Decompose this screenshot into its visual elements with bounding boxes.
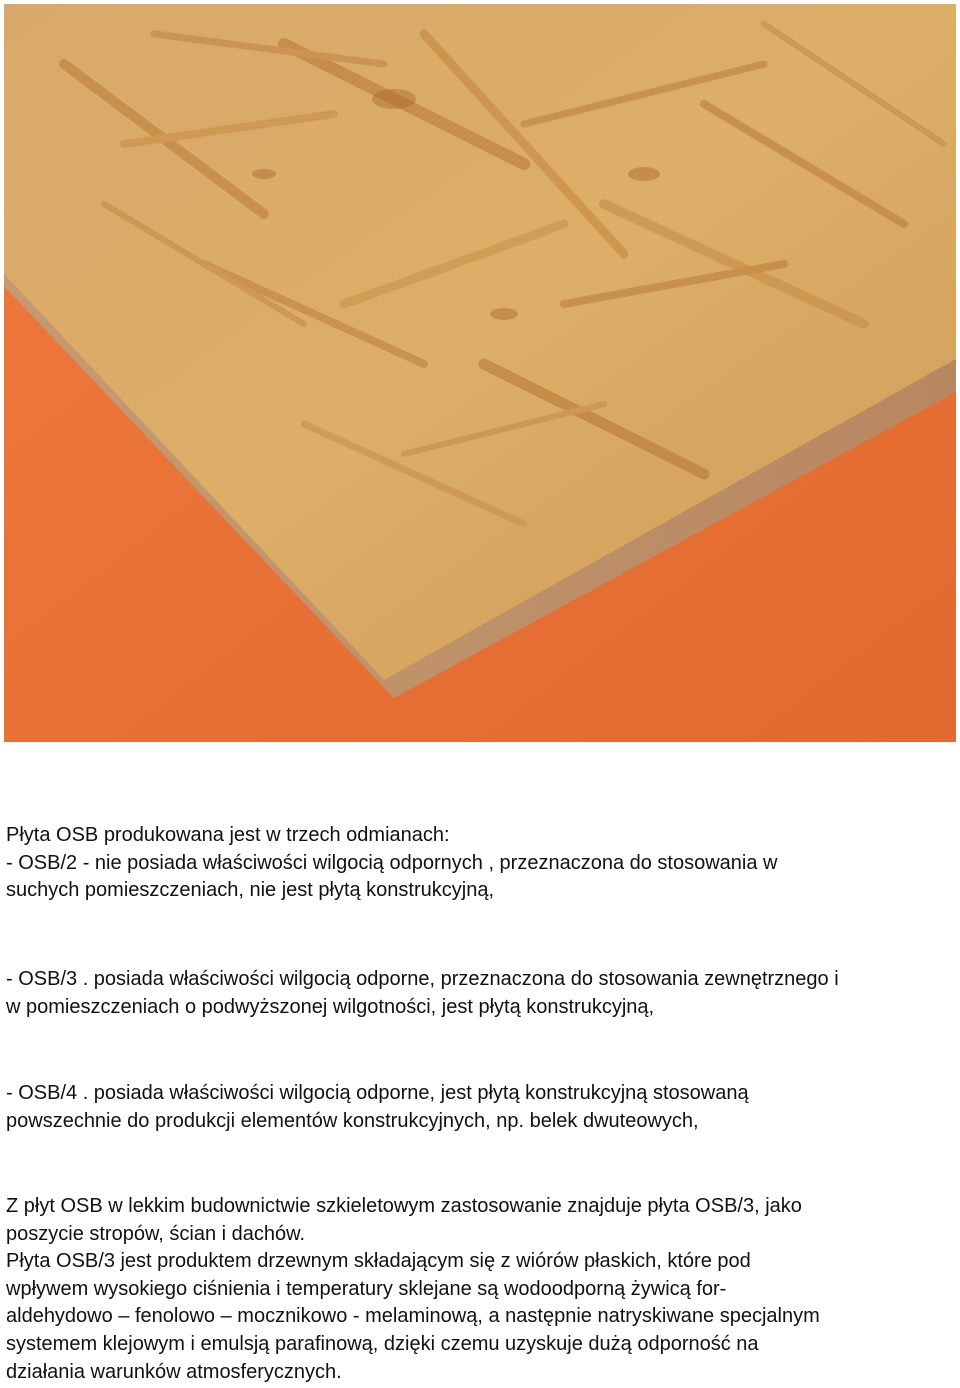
- description-line-1: Płyta OSB/3 jest produktem drzewnym składającym się z wiórów płaskich, które pod: [6, 1250, 751, 1273]
- usage-line-2: poszycie stropów, ścian i dachów.: [6, 1222, 306, 1245]
- description-line-2: wpływem wysokiego ciśnienia i temperatury sklejane są wodoodporną żywicą for-: [6, 1277, 727, 1300]
- osb-board-illustration: [4, 4, 956, 742]
- description-line-4: systemem klejowym i emulsją parafinową, dzięki czemu uzyskuje dużą odporność na: [6, 1332, 759, 1355]
- osb4-line-1: - OSB/4 . posiada właściwości wilgocią odporne, jest płytą konstrukcyjną stosowaną: [6, 1082, 749, 1104]
- intro-line: Płyta OSB produkowana jest w trzech odmianach:: [6, 824, 450, 846]
- usage-paragraph: [6, 1193, 926, 1386]
- description-line-3: aldehydowo – fenolowo – mocznikowo - melaminową, a następnie natryskiwane specjalnym: [6, 1305, 820, 1328]
- osb-variants-section: [6, 822, 926, 905]
- osb4-line-2: powszechnie do produkcji elementów konstrukcyjnych, np. belek dwuteowych,: [6, 1109, 699, 1132]
- osb3-section: [6, 966, 926, 1021]
- osb2-line-2: suchych pomieszczeniach, nie jest płytą konstrukcyjną,: [6, 879, 495, 902]
- osb4-section: [6, 1080, 926, 1135]
- osb-board-photo: [4, 4, 956, 742]
- osb3-line-2: w pomieszczeniach o podwyższonej wilgotności, jest płytą konstrukcyjną,: [6, 995, 655, 1018]
- usage-line-1: Z płyt OSB w lekkim budownictwie szkieletowym zastosowanie znajduje płyta OSB/3, jako: [6, 1195, 802, 1217]
- osb2-line-1: - OSB/2 - nie posiada właściwości wilgocią odpornych , przeznaczona do stosowania w: [6, 851, 778, 874]
- osb3-line-1: - OSB/3 . posiada właściwości wilgocią odporne, przeznaczona do stosowania zewnętrznego i: [6, 968, 839, 990]
- description-line-5: działania warunków atmosferycznych.: [6, 1360, 342, 1383]
